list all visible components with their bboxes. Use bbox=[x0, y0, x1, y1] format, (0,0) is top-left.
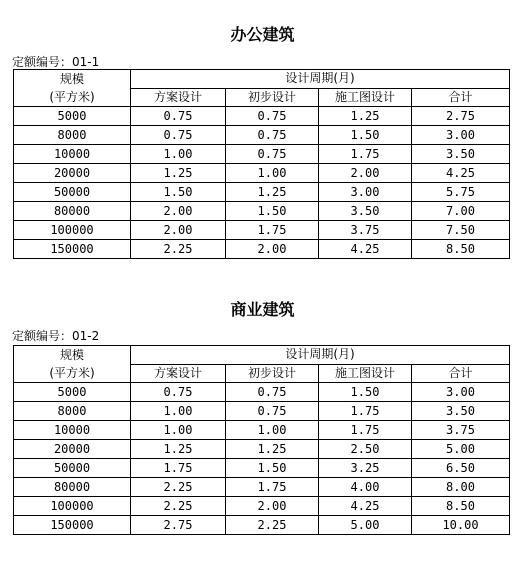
value-cell: 3.00 bbox=[412, 126, 510, 145]
header-row bbox=[14, 346, 510, 365]
scale-header bbox=[14, 346, 131, 383]
scale-cell: 80000 bbox=[14, 478, 131, 497]
scale-cell: 20000 bbox=[14, 440, 131, 459]
table-row bbox=[14, 421, 510, 440]
scale-header-label: 规模 bbox=[59, 348, 84, 362]
column-header: 施工图设计 bbox=[319, 364, 412, 383]
quota-code-office: 定额编号：01-1 bbox=[12, 55, 100, 69]
scale-cell: 20000 bbox=[14, 164, 131, 183]
value-cell: 7.00 bbox=[412, 202, 510, 221]
table-title-commercial: 商业建筑 bbox=[230, 300, 295, 319]
value-cell: 1.00 bbox=[226, 421, 319, 440]
value-cell: 3.25 bbox=[319, 459, 412, 478]
value-cell: 0.75 bbox=[226, 383, 319, 402]
column-header: 方案设计 bbox=[131, 364, 226, 383]
value-cell: 2.00 bbox=[319, 164, 412, 183]
value-cell: 2.25 bbox=[131, 240, 226, 259]
design-period-table-commercial bbox=[13, 345, 510, 535]
column-header: 合计 bbox=[412, 364, 510, 383]
value-cell: 2.75 bbox=[131, 516, 226, 535]
value-cell: 0.75 bbox=[226, 145, 319, 164]
value-cell: 2.00 bbox=[131, 202, 226, 221]
value-cell: 4.25 bbox=[319, 240, 412, 259]
value-cell: 0.75 bbox=[131, 107, 226, 126]
value-cell: 5.00 bbox=[412, 440, 510, 459]
scale-cell: 8000 bbox=[14, 126, 131, 145]
column-header: 方案设计 bbox=[131, 88, 226, 107]
value-cell: 1.75 bbox=[319, 145, 412, 164]
value-cell: 5.75 bbox=[412, 183, 510, 202]
value-cell: 2.75 bbox=[412, 107, 510, 126]
value-cell: 1.75 bbox=[226, 221, 319, 240]
scale-cell: 5000 bbox=[14, 383, 131, 402]
scale-header-label: 规模 bbox=[59, 72, 84, 86]
table-row bbox=[14, 107, 510, 126]
value-cell: 7.50 bbox=[412, 221, 510, 240]
value-cell: 1.75 bbox=[226, 478, 319, 497]
value-cell: 3.50 bbox=[412, 402, 510, 421]
value-cell: 8.50 bbox=[412, 240, 510, 259]
column-header: 施工图设计 bbox=[319, 88, 412, 107]
table-row bbox=[14, 145, 510, 164]
quota-code-commercial: 定额编号：01-2 bbox=[12, 329, 100, 343]
value-cell: 1.50 bbox=[226, 202, 319, 221]
value-cell: 4.00 bbox=[319, 478, 412, 497]
value-cell: 1.00 bbox=[131, 421, 226, 440]
value-cell: 1.00 bbox=[131, 145, 226, 164]
value-cell: 5.00 bbox=[319, 516, 412, 535]
value-cell: 10.00 bbox=[412, 516, 510, 535]
value-cell: 1.75 bbox=[131, 459, 226, 478]
value-cell: 1.00 bbox=[131, 402, 226, 421]
table-row bbox=[14, 459, 510, 478]
value-cell: 8.00 bbox=[412, 478, 510, 497]
scale-cell: 50000 bbox=[14, 183, 131, 202]
value-cell: 1.25 bbox=[319, 107, 412, 126]
value-cell: 2.00 bbox=[131, 221, 226, 240]
design-period-table-office bbox=[13, 69, 510, 259]
scale-cell: 10000 bbox=[14, 145, 131, 164]
table-row bbox=[14, 478, 510, 497]
scale-cell: 10000 bbox=[14, 421, 131, 440]
scale-cell: 150000 bbox=[14, 240, 131, 259]
value-cell: 1.25 bbox=[131, 440, 226, 459]
scale-cell: 100000 bbox=[14, 221, 131, 240]
value-cell: 1.75 bbox=[319, 402, 412, 421]
value-cell: 1.50 bbox=[319, 126, 412, 145]
value-cell: 1.25 bbox=[226, 183, 319, 202]
value-cell: 1.00 bbox=[226, 164, 319, 183]
value-cell: 3.00 bbox=[319, 183, 412, 202]
value-cell: 3.00 bbox=[412, 383, 510, 402]
value-cell: 0.75 bbox=[226, 126, 319, 145]
value-cell: 6.50 bbox=[412, 459, 510, 478]
scale-header-unit: (平方米) bbox=[49, 90, 95, 104]
value-cell: 0.75 bbox=[226, 107, 319, 126]
table-title-office: 办公建筑 bbox=[230, 25, 295, 44]
value-cell: 2.25 bbox=[226, 516, 319, 535]
value-cell: 1.25 bbox=[226, 440, 319, 459]
value-cell: 0.75 bbox=[131, 383, 226, 402]
column-header: 初步设计 bbox=[226, 364, 319, 383]
scale-cell: 100000 bbox=[14, 497, 131, 516]
value-cell: 1.75 bbox=[319, 421, 412, 440]
table-row bbox=[14, 183, 510, 202]
value-cell: 8.50 bbox=[412, 497, 510, 516]
scale-header bbox=[14, 70, 131, 107]
value-cell: 1.50 bbox=[319, 383, 412, 402]
value-cell: 2.25 bbox=[131, 497, 226, 516]
scale-header-unit: (平方米) bbox=[49, 366, 95, 380]
value-cell: 3.75 bbox=[319, 221, 412, 240]
value-cell: 4.25 bbox=[412, 164, 510, 183]
column-header: 合计 bbox=[412, 88, 510, 107]
value-cell: 3.75 bbox=[412, 421, 510, 440]
value-cell: 2.25 bbox=[131, 478, 226, 497]
column-header: 初步设计 bbox=[226, 88, 319, 107]
table-row bbox=[14, 202, 510, 221]
value-cell: 3.50 bbox=[412, 145, 510, 164]
table-row bbox=[14, 164, 510, 183]
value-cell: 1.50 bbox=[131, 183, 226, 202]
table-row bbox=[14, 240, 510, 259]
scale-cell: 150000 bbox=[14, 516, 131, 535]
table-row bbox=[14, 221, 510, 240]
table-row bbox=[14, 126, 510, 145]
value-cell: 0.75 bbox=[131, 126, 226, 145]
period-header: 设计周期(月) bbox=[131, 70, 510, 89]
value-cell: 3.50 bbox=[319, 202, 412, 221]
table-row bbox=[14, 440, 510, 459]
table-row bbox=[14, 497, 510, 516]
table-row bbox=[14, 383, 510, 402]
scale-cell: 8000 bbox=[14, 402, 131, 421]
value-cell: 2.00 bbox=[226, 497, 319, 516]
scale-cell: 80000 bbox=[14, 202, 131, 221]
value-cell: 4.25 bbox=[319, 497, 412, 516]
header-row bbox=[14, 70, 510, 89]
value-cell: 2.00 bbox=[226, 240, 319, 259]
value-cell: 2.50 bbox=[319, 440, 412, 459]
value-cell: 1.50 bbox=[226, 459, 319, 478]
value-cell: 1.25 bbox=[131, 164, 226, 183]
value-cell: 0.75 bbox=[226, 402, 319, 421]
scale-cell: 50000 bbox=[14, 459, 131, 478]
table-row bbox=[14, 402, 510, 421]
table-row bbox=[14, 516, 510, 535]
period-header: 设计周期(月) bbox=[131, 346, 510, 365]
scale-cell: 5000 bbox=[14, 107, 131, 126]
